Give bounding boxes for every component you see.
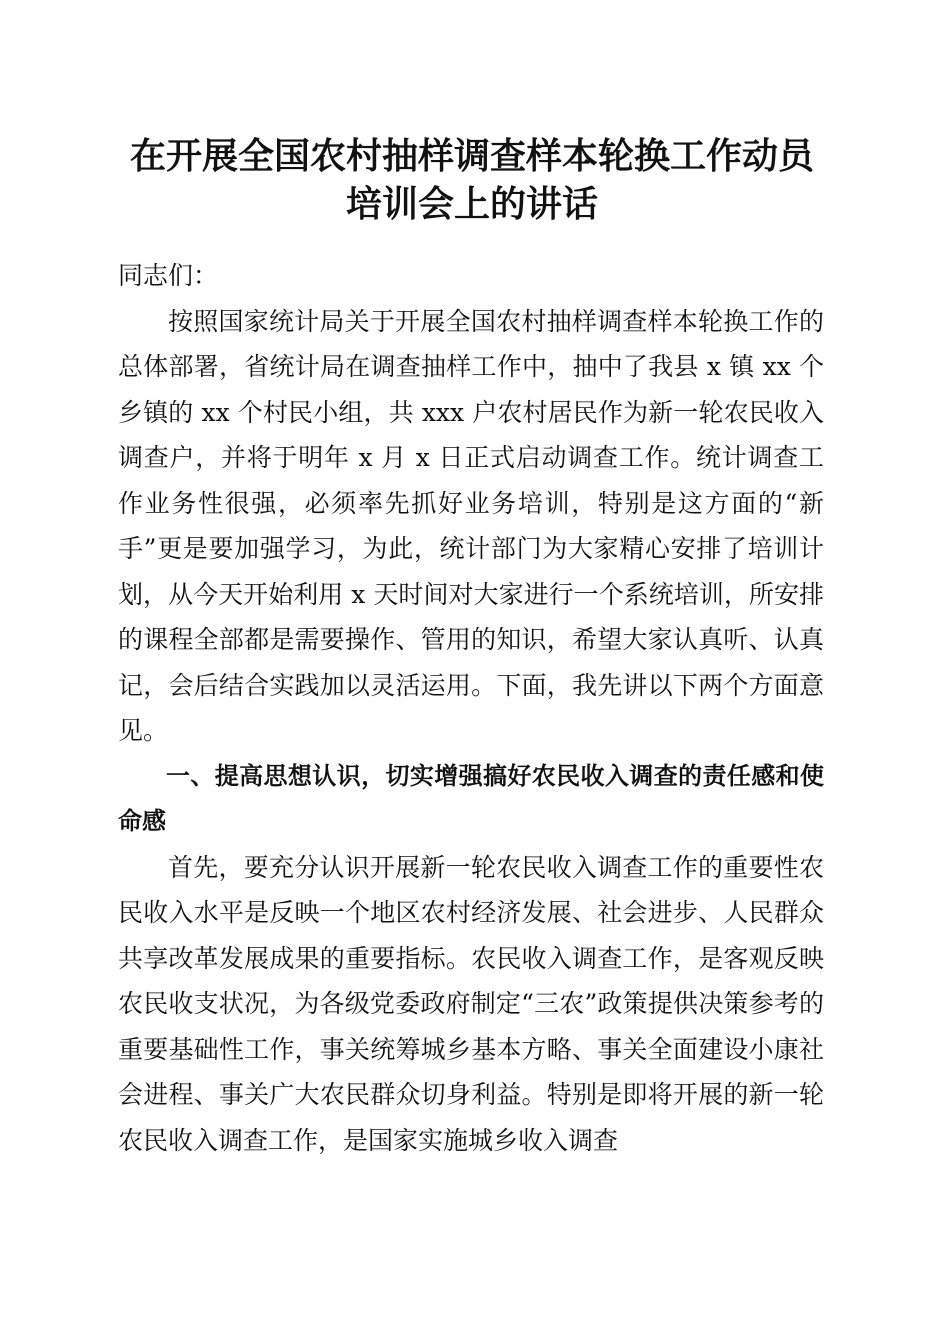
document-body bbox=[118, 253, 824, 1163]
body-paragraph: 按照国家统计局关于开展全国农村抽样调查样本轮换工作的总体部署，省统计局在调查抽样工作中，抽中了我县 x 镇 xx 个乡镇的 xx 个村民小组，共 xxx 户农村居民作为新一轮农民收入调查户，并将于明年 x 月 x 日正式启动调查工作。统计调查工作业务性很强，必须率先抓好业务培训，特别是这方面的“新手”更是要加强学习，为此，统计部门为大家精心安排了培训计划，从今天开始利用 x 天时间对大家进行一个系统培训，所安排的课程全部都是需要操作、管用的知识，希望大家认真听、认真记，会后结合实践加以灵活运用。下面，我先讲以下两个方面意见。 bbox=[118, 306, 824, 745]
salutation: 同志们： bbox=[118, 261, 219, 290]
document-title: 在开展全国农村抽样调查样本轮换工作动员培训会上的讲话 bbox=[129, 135, 814, 225]
body-paragraph: 首先，要充分认识开展新一轮农民收入调查工作的重要性农民收入水平是反映一个地区农村经济发展、社会进步、人民群众共享改革发展成果的重要指标。农民收入调查工作，是客观反映农民收支状况，为各级党委政府制定“三农”政策提供决策参考的重要基础性工作，事关统筹城乡基本方略、事关全面建设小康社会进程、事关广大农民群众切身利益。特别是即将开展的新一轮农民收入调查工作，是国家实施城乡收入调查 bbox=[118, 852, 824, 1155]
section-heading: 一、提高思想认识，切实增强搞好农民收入调查的责任感和使命感 bbox=[118, 761, 824, 835]
